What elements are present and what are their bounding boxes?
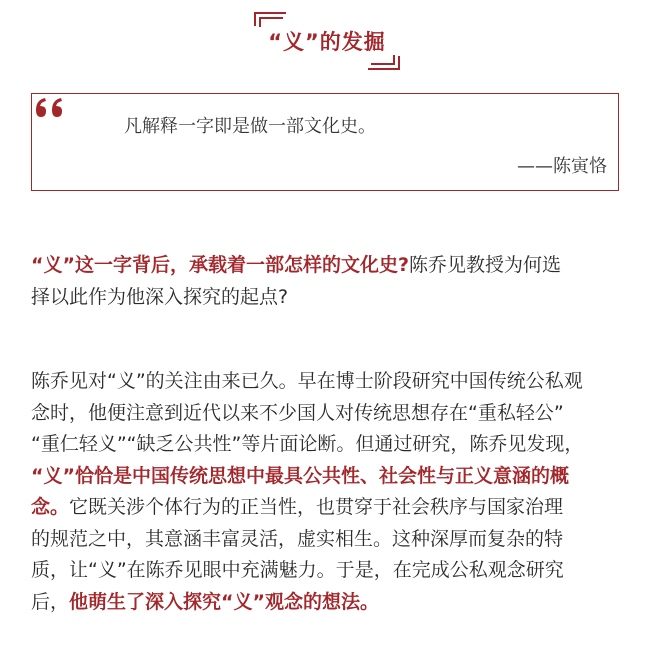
paragraph-line: “义”恰恰是中国传统思想中最具公共性、社会性与正义意涵的概	[31, 464, 569, 487]
paragraph-line: “重仁轻义”“缺乏公共性”等片面论断。但通过研究，陈乔见发现，	[31, 433, 584, 455]
quote-author: ——陈寅恪	[517, 156, 607, 177]
paragraph-line: 陈乔见对“义”的关注由来已久。早在博士阶段研究中国传统公私观	[31, 370, 583, 392]
paragraph-line: 念时，他便注意到近代以来不少国人对传统思想存在“重私轻公”	[31, 401, 564, 424]
paragraph-line	[31, 492, 631, 524]
paragraph-body	[31, 366, 631, 618]
quote-text: 凡解释一字即是做一部文化史。	[124, 116, 376, 137]
paragraph-line	[31, 250, 631, 282]
body-text: 后，	[31, 590, 70, 613]
section-header	[254, 12, 400, 70]
emphasis-text: 他萌生了深入探究“义”观念的想法。	[69, 590, 379, 613]
paragraph-intro	[31, 250, 631, 313]
paragraph-line	[31, 587, 631, 619]
body-text: 它既关涉个体行为的正当性，也贯穿于社会秩序与国家治理	[69, 496, 564, 518]
emphasis-text: 念。	[31, 496, 70, 518]
paragraph-line: 择以此作为他深入探究的起点?	[31, 285, 289, 308]
body-text: 陈乔见教授为何选	[409, 254, 562, 276]
quote-mark-icon	[34, 96, 66, 118]
corner-ornament-bottom-right-inner	[371, 55, 395, 65]
emphasis-text: “义”这一字背后，承载着一部怎样的文化史?	[31, 254, 409, 276]
section-title: “义”的发掘	[268, 30, 386, 54]
paragraph-line: 的规范之中，其意涵丰富灵活，虚实相生。这种深厚而复杂的特	[31, 527, 564, 550]
paragraph-line: 质，让“义”在陈乔见眼中充满魅力。于是，在完成公私观念研究	[31, 559, 564, 581]
